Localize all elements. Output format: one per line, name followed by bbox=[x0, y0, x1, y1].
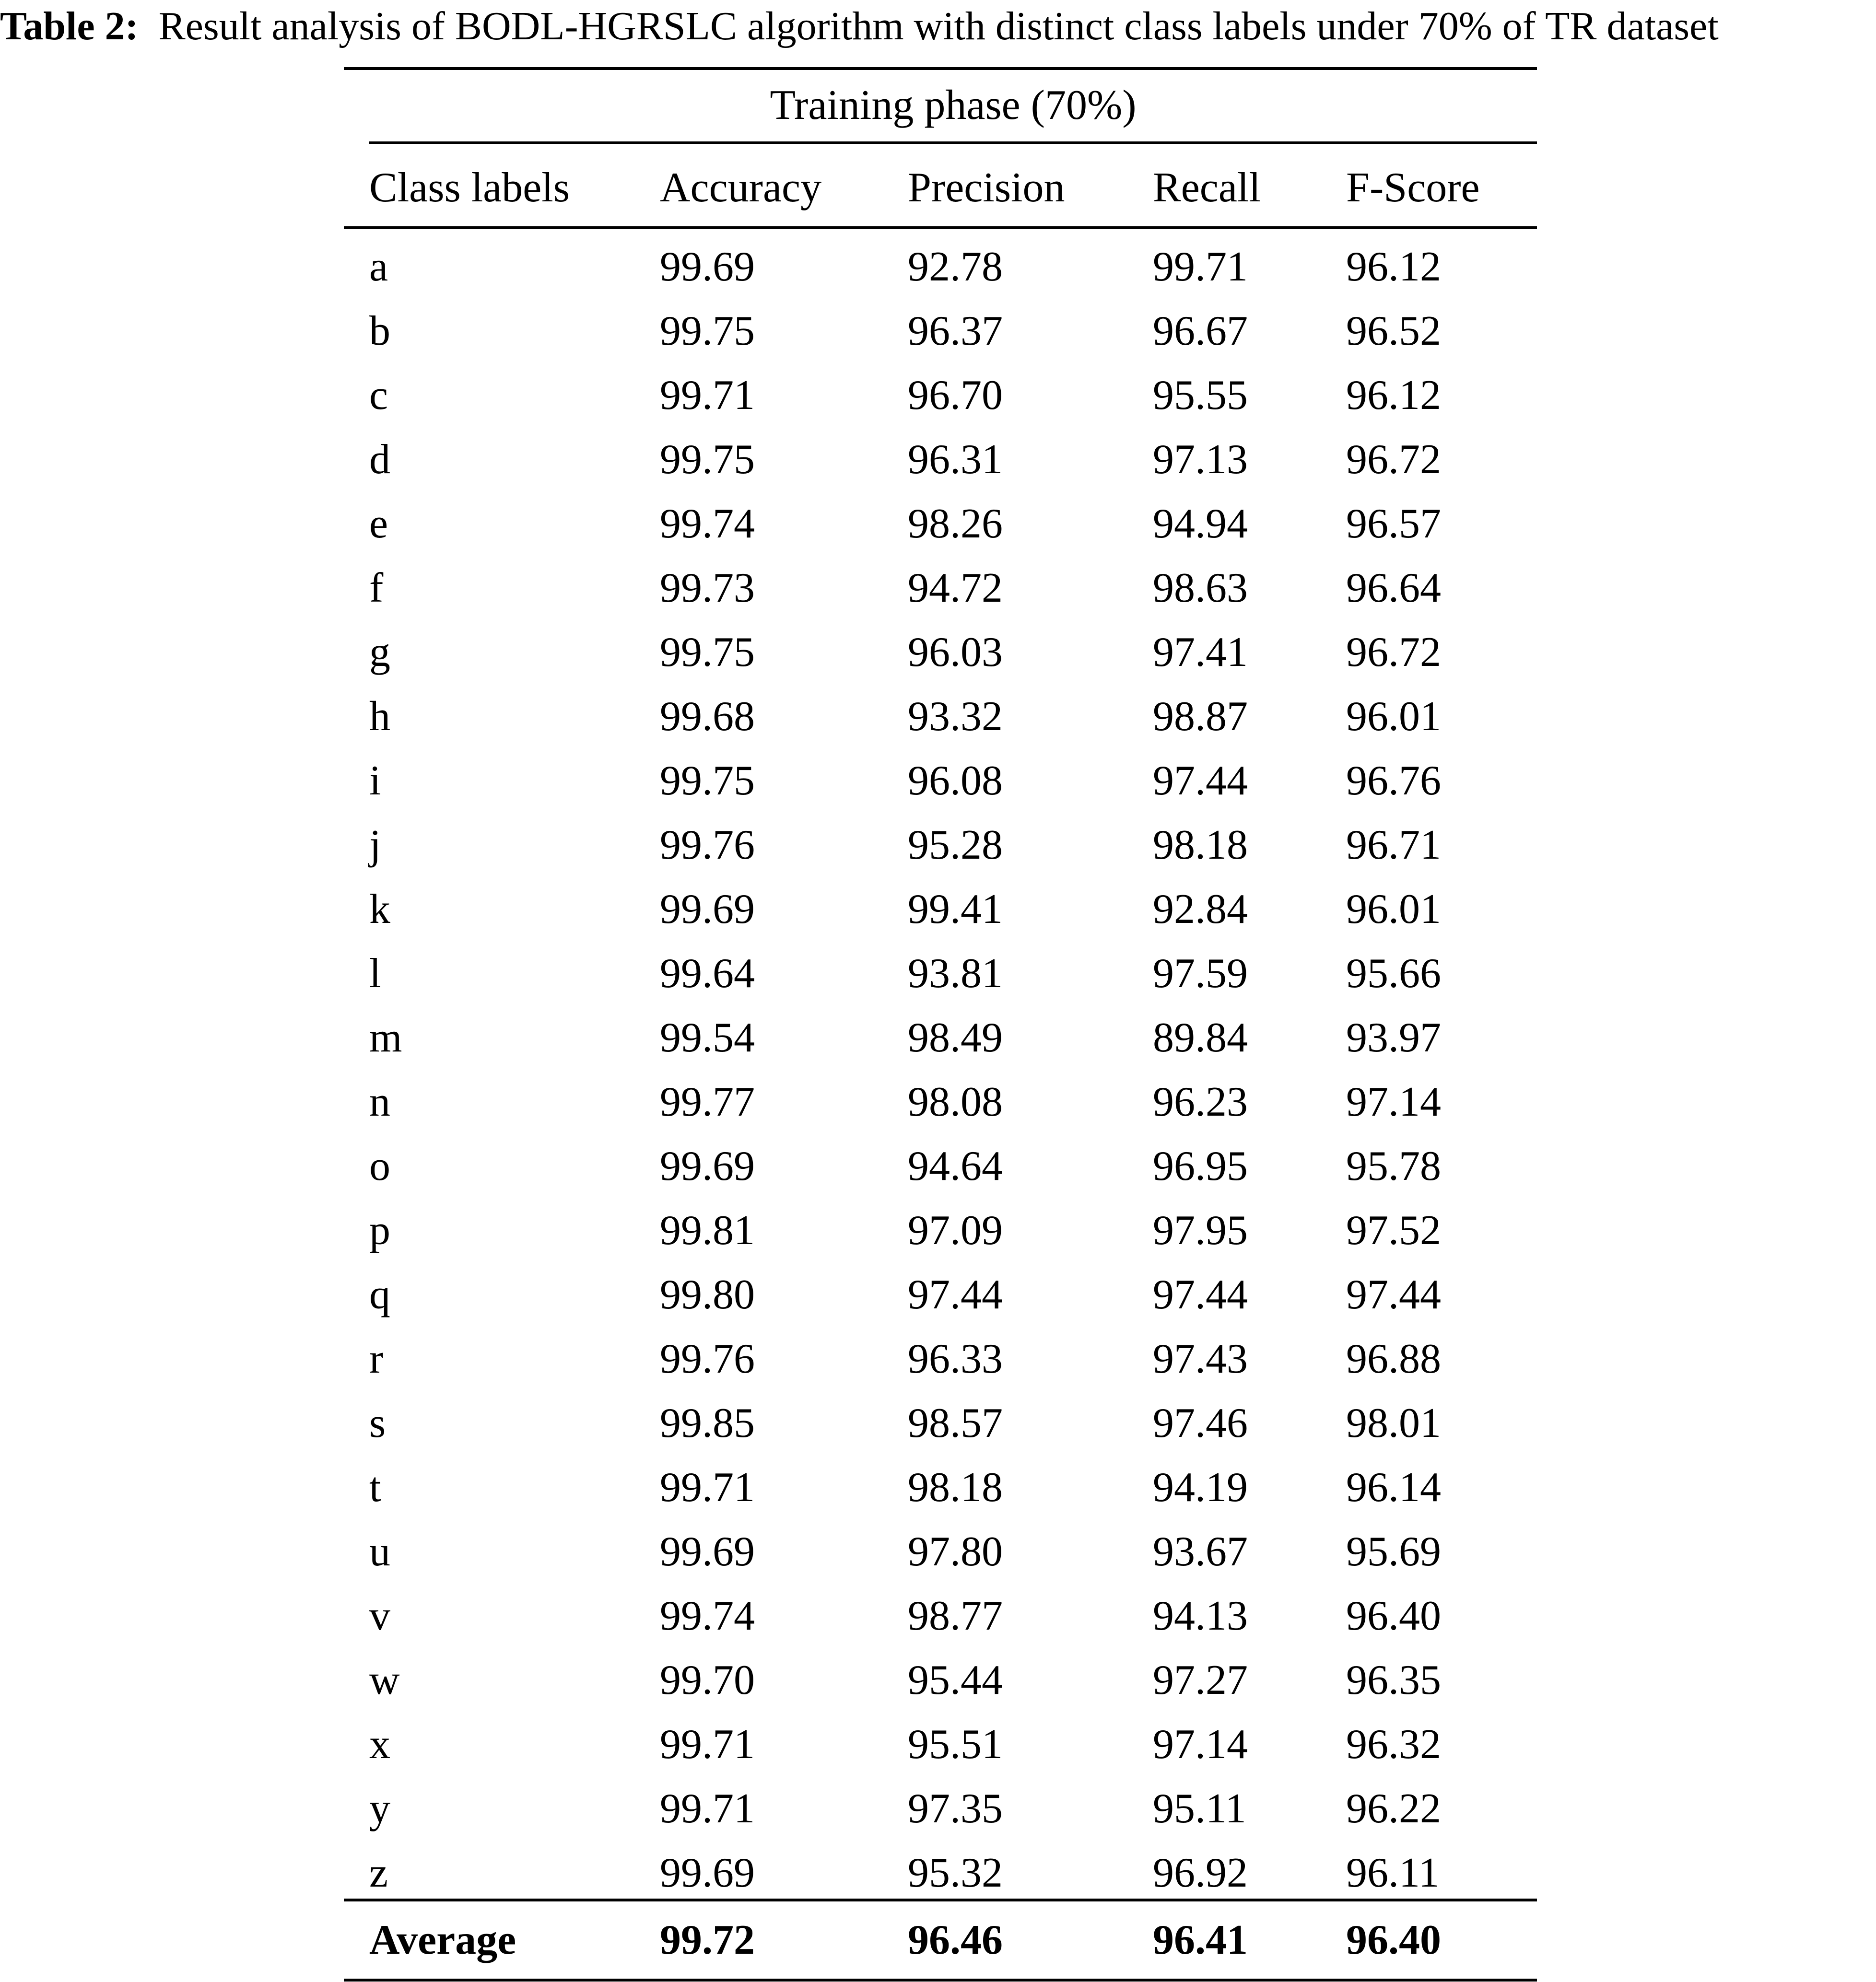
table-row bbox=[344, 1134, 1537, 1199]
cell-precision: 98.18 bbox=[908, 1464, 1003, 1511]
cell-recall: 92.84 bbox=[1153, 886, 1248, 933]
caption-label: Table 2: bbox=[0, 4, 139, 48]
cell-accuracy: 99.69 bbox=[660, 886, 755, 933]
cell-recall: 97.43 bbox=[1153, 1336, 1248, 1382]
cell-accuracy: 99.69 bbox=[660, 244, 755, 290]
cell-recall: 99.71 bbox=[1153, 244, 1248, 290]
cell-accuracy: 99.74 bbox=[660, 501, 755, 547]
average-precision: 96.46 bbox=[908, 1917, 1003, 1963]
cell-f-score: 96.64 bbox=[1346, 565, 1441, 611]
cell-f-score: 96.22 bbox=[1346, 1785, 1441, 1832]
cell-f-score: 96.32 bbox=[1346, 1721, 1441, 1768]
table-row bbox=[344, 235, 1537, 299]
table-row bbox=[344, 1263, 1537, 1327]
cell-f-score: 95.66 bbox=[1346, 950, 1441, 997]
cell-class-label: l bbox=[369, 950, 381, 997]
cell-accuracy: 99.71 bbox=[660, 1721, 755, 1768]
cell-f-score: 96.35 bbox=[1346, 1657, 1441, 1703]
cell-accuracy: 99.69 bbox=[660, 1850, 755, 1896]
cell-precision: 94.72 bbox=[908, 565, 1003, 611]
cell-precision: 98.49 bbox=[908, 1014, 1003, 1061]
cell-recall: 95.55 bbox=[1153, 372, 1248, 419]
cell-precision: 97.35 bbox=[908, 1785, 1003, 1832]
average-f-score: 96.40 bbox=[1346, 1917, 1441, 1963]
cell-f-score: 93.97 bbox=[1346, 1014, 1441, 1061]
cell-precision: 95.51 bbox=[908, 1721, 1003, 1768]
cell-recall: 98.18 bbox=[1153, 822, 1248, 868]
cell-accuracy: 99.71 bbox=[660, 1785, 755, 1832]
cell-precision: 96.70 bbox=[908, 372, 1003, 419]
table-row bbox=[344, 942, 1537, 1006]
table-row bbox=[344, 1777, 1537, 1841]
cell-precision: 97.44 bbox=[908, 1271, 1003, 1318]
cell-class-label: p bbox=[369, 1207, 390, 1254]
table-row bbox=[344, 428, 1537, 492]
bottom-rule bbox=[344, 1979, 1537, 1982]
cell-recall: 96.92 bbox=[1153, 1850, 1248, 1896]
table-row bbox=[344, 1391, 1537, 1456]
cell-accuracy: 99.73 bbox=[660, 565, 755, 611]
table-row bbox=[344, 1070, 1537, 1134]
cell-class-label: u bbox=[369, 1528, 390, 1575]
cell-recall: 98.63 bbox=[1153, 565, 1248, 611]
cell-class-label: q bbox=[369, 1271, 390, 1318]
cell-f-score: 98.01 bbox=[1346, 1400, 1441, 1446]
cell-class-label: g bbox=[369, 629, 390, 676]
table-row bbox=[344, 363, 1537, 428]
cell-class-label: a bbox=[369, 244, 388, 290]
cell-accuracy: 99.75 bbox=[660, 758, 755, 804]
average-recall: 96.41 bbox=[1153, 1917, 1248, 1963]
cell-f-score: 96.14 bbox=[1346, 1464, 1441, 1511]
cell-precision: 98.57 bbox=[908, 1400, 1003, 1446]
cell-accuracy: 99.68 bbox=[660, 693, 755, 740]
cell-f-score: 97.14 bbox=[1346, 1079, 1441, 1125]
table-row bbox=[344, 685, 1537, 749]
cell-precision: 94.64 bbox=[908, 1143, 1003, 1189]
average-row bbox=[344, 1908, 1537, 1972]
caption-text: Result analysis of BODL-HGRSLC algorithm with distinct class labels under 70% of TR dataset bbox=[158, 4, 1719, 48]
cell-accuracy: 99.75 bbox=[660, 308, 755, 354]
cell-precision: 98.26 bbox=[908, 501, 1003, 547]
cell-class-label: f bbox=[369, 565, 384, 611]
table-caption bbox=[0, 0, 1876, 53]
cell-recall: 95.11 bbox=[1153, 1785, 1246, 1832]
table-row bbox=[344, 1520, 1537, 1584]
table-row bbox=[344, 556, 1537, 620]
cell-f-score: 96.12 bbox=[1346, 372, 1441, 419]
cell-precision: 96.03 bbox=[908, 629, 1003, 676]
cell-f-score: 96.72 bbox=[1346, 629, 1441, 676]
cell-f-score: 96.52 bbox=[1346, 308, 1441, 354]
cell-class-label: e bbox=[369, 501, 388, 547]
cell-accuracy: 99.54 bbox=[660, 1014, 755, 1061]
cell-accuracy: 99.71 bbox=[660, 372, 755, 419]
average-rule bbox=[344, 1899, 1537, 1901]
cell-precision: 95.32 bbox=[908, 1850, 1003, 1896]
cell-f-score: 96.01 bbox=[1346, 693, 1441, 740]
cell-recall: 97.46 bbox=[1153, 1400, 1248, 1446]
cell-class-label: k bbox=[369, 886, 390, 933]
table-row bbox=[344, 1199, 1537, 1263]
cell-recall: 94.13 bbox=[1153, 1593, 1248, 1639]
cell-class-label: b bbox=[369, 308, 390, 354]
table-row bbox=[344, 492, 1537, 556]
cell-recall: 94.19 bbox=[1153, 1464, 1248, 1511]
cell-f-score: 96.57 bbox=[1346, 501, 1441, 547]
table-row bbox=[344, 1841, 1537, 1905]
cell-class-label: c bbox=[369, 372, 388, 419]
cell-precision: 93.32 bbox=[908, 693, 1003, 740]
cell-accuracy: 99.69 bbox=[660, 1528, 755, 1575]
cell-class-label: y bbox=[369, 1785, 390, 1832]
cell-recall: 97.44 bbox=[1153, 758, 1248, 804]
table-row bbox=[344, 1327, 1537, 1391]
cell-recall: 94.94 bbox=[1153, 501, 1248, 547]
cell-f-score: 96.72 bbox=[1346, 436, 1441, 483]
cell-f-score: 96.11 bbox=[1346, 1850, 1440, 1896]
table-row bbox=[344, 813, 1537, 877]
cell-class-label: n bbox=[369, 1079, 390, 1125]
cell-class-label: d bbox=[369, 436, 390, 483]
average-accuracy: 99.72 bbox=[660, 1917, 755, 1963]
cell-f-score: 97.44 bbox=[1346, 1271, 1441, 1318]
cell-precision: 97.80 bbox=[908, 1528, 1003, 1575]
cell-recall: 96.67 bbox=[1153, 308, 1248, 354]
cell-class-label: t bbox=[369, 1464, 381, 1511]
cell-accuracy: 99.69 bbox=[660, 1143, 755, 1189]
cell-class-label: j bbox=[369, 822, 381, 868]
column-header-accuracy: Accuracy bbox=[660, 164, 822, 211]
table-row bbox=[344, 1713, 1537, 1777]
cell-precision: 96.08 bbox=[908, 758, 1003, 804]
cell-f-score: 96.76 bbox=[1346, 758, 1441, 804]
cell-accuracy: 99.76 bbox=[660, 1336, 755, 1382]
table-row bbox=[344, 1584, 1537, 1648]
cell-accuracy: 99.71 bbox=[660, 1464, 755, 1511]
cell-recall: 98.87 bbox=[1153, 693, 1248, 740]
cell-precision: 96.37 bbox=[908, 308, 1003, 354]
cell-precision: 95.44 bbox=[908, 1657, 1003, 1703]
cell-accuracy: 99.80 bbox=[660, 1271, 755, 1318]
table-row bbox=[344, 1456, 1537, 1520]
cell-accuracy: 99.70 bbox=[660, 1657, 755, 1703]
cell-accuracy: 99.75 bbox=[660, 436, 755, 483]
table-row bbox=[344, 749, 1537, 813]
header-row bbox=[344, 156, 1537, 220]
cell-class-label: m bbox=[369, 1014, 402, 1061]
cell-accuracy: 99.85 bbox=[660, 1400, 755, 1446]
cell-recall: 97.95 bbox=[1153, 1207, 1248, 1254]
table-row bbox=[344, 299, 1537, 363]
cell-f-score: 95.69 bbox=[1346, 1528, 1441, 1575]
cell-f-score: 95.78 bbox=[1346, 1143, 1441, 1189]
cell-precision: 98.77 bbox=[908, 1593, 1003, 1639]
cell-class-label: x bbox=[369, 1721, 390, 1768]
cell-recall: 96.95 bbox=[1153, 1143, 1248, 1189]
cell-recall: 97.27 bbox=[1153, 1657, 1248, 1703]
column-header-f-score: F-Score bbox=[1346, 164, 1480, 211]
cell-precision: 96.31 bbox=[908, 436, 1003, 483]
cell-accuracy: 99.74 bbox=[660, 1593, 755, 1639]
phase-header: Training phase (70%) bbox=[770, 82, 1137, 128]
cell-precision: 99.41 bbox=[908, 886, 1003, 933]
table-row bbox=[344, 1648, 1537, 1713]
cell-precision: 92.78 bbox=[908, 244, 1003, 290]
table-row bbox=[344, 620, 1537, 685]
cell-f-score: 96.40 bbox=[1346, 1593, 1441, 1639]
cell-class-label: w bbox=[369, 1657, 400, 1703]
cell-accuracy: 99.77 bbox=[660, 1079, 755, 1125]
cell-recall: 96.23 bbox=[1153, 1079, 1248, 1125]
cell-class-label: o bbox=[369, 1143, 390, 1189]
cell-class-label: r bbox=[369, 1336, 384, 1382]
cell-class-label: z bbox=[369, 1850, 388, 1896]
cell-accuracy: 99.76 bbox=[660, 822, 755, 868]
cell-precision: 96.33 bbox=[908, 1336, 1003, 1382]
cell-recall: 97.44 bbox=[1153, 1271, 1248, 1318]
cell-f-score: 96.01 bbox=[1346, 886, 1441, 933]
top-rule bbox=[344, 67, 1537, 70]
cell-recall: 97.41 bbox=[1153, 629, 1248, 676]
cell-precision: 93.81 bbox=[908, 950, 1003, 997]
cell-class-label: v bbox=[369, 1593, 390, 1639]
phase-underline bbox=[369, 141, 1537, 144]
column-header-recall: Recall bbox=[1153, 164, 1261, 211]
cell-f-score: 96.71 bbox=[1346, 822, 1441, 868]
cell-recall: 97.13 bbox=[1153, 436, 1248, 483]
cell-class-label: h bbox=[369, 693, 390, 740]
cell-accuracy: 99.75 bbox=[660, 629, 755, 676]
cell-class-label: i bbox=[369, 758, 381, 804]
cell-accuracy: 99.64 bbox=[660, 950, 755, 997]
table-row bbox=[344, 877, 1537, 942]
cell-recall: 97.14 bbox=[1153, 1721, 1248, 1768]
table-row bbox=[344, 1006, 1537, 1070]
cell-f-score: 96.88 bbox=[1346, 1336, 1441, 1382]
cell-precision: 97.09 bbox=[908, 1207, 1003, 1254]
cell-recall: 93.67 bbox=[1153, 1528, 1248, 1575]
column-header-class-labels: Class labels bbox=[369, 164, 570, 211]
average-label: Average bbox=[369, 1917, 516, 1963]
cell-f-score: 96.12 bbox=[1346, 244, 1441, 290]
cell-f-score: 97.52 bbox=[1346, 1207, 1441, 1254]
header-rule bbox=[344, 226, 1537, 229]
cell-precision: 95.28 bbox=[908, 822, 1003, 868]
cell-precision: 98.08 bbox=[908, 1079, 1003, 1125]
cell-accuracy: 99.81 bbox=[660, 1207, 755, 1254]
column-header-precision: Precision bbox=[908, 164, 1065, 211]
cell-recall: 97.59 bbox=[1153, 950, 1248, 997]
cell-recall: 89.84 bbox=[1153, 1014, 1248, 1061]
cell-class-label: s bbox=[369, 1400, 386, 1446]
